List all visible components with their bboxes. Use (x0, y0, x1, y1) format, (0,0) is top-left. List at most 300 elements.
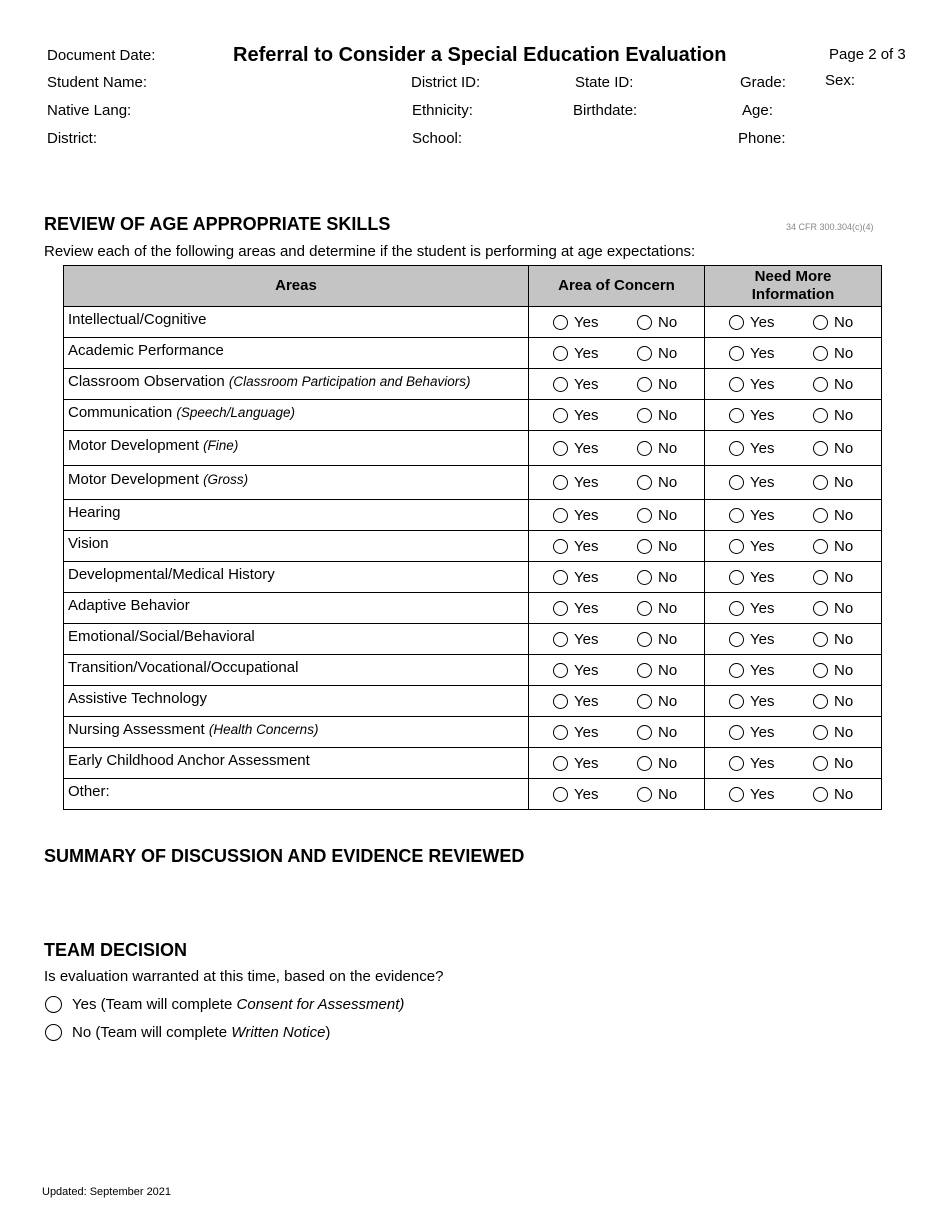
concern-yes-radio[interactable] (553, 475, 568, 490)
table-row (64, 531, 882, 562)
concern-options (529, 376, 704, 393)
area-cell (64, 655, 529, 686)
need-more-info-no-label: No (834, 568, 854, 586)
table-row (64, 624, 882, 655)
need-more-info-cell (705, 431, 882, 466)
concern-cell (529, 779, 705, 810)
concern-no-option[interactable] (637, 474, 677, 491)
need-more-info-no-option[interactable] (813, 538, 853, 555)
concern-yes-option[interactable] (553, 786, 637, 803)
need-more-info-yes-radio[interactable] (729, 408, 744, 423)
document-title: Referral to Consider a Special Education Evaluation (233, 44, 727, 66)
concern-no-label: No (658, 785, 678, 803)
table-row (64, 655, 882, 686)
concern-no-option[interactable] (637, 507, 677, 524)
need-more-info-yes-label: Yes (750, 537, 775, 555)
concern-cell (529, 307, 705, 338)
need-more-info-no-radio[interactable] (813, 570, 828, 585)
need-more-info-no-radio[interactable] (813, 632, 828, 647)
concern-yes-label: Yes (574, 568, 599, 586)
need-more-info-yes-radio[interactable] (729, 570, 744, 585)
concern-options (529, 600, 704, 617)
need-more-info-no-label: No (834, 754, 854, 772)
need-more-info-yes-option[interactable] (729, 631, 813, 648)
decision-no-radio[interactable] (45, 1024, 62, 1041)
need-more-info-yes-option[interactable] (729, 662, 813, 679)
need-more-info-no-option[interactable] (813, 755, 853, 772)
concern-cell (529, 431, 705, 466)
area-label: Academic Performance (68, 341, 224, 359)
concern-no-radio[interactable] (637, 539, 652, 554)
concern-no-label: No (658, 313, 678, 331)
need-more-info-options (705, 786, 881, 803)
age-label: Age: (742, 102, 773, 119)
concern-yes-label: Yes (574, 537, 599, 555)
need-more-info-no-radio[interactable] (813, 408, 828, 423)
need-more-info-no-label: No (834, 785, 854, 803)
concern-cell (529, 624, 705, 655)
need-more-info-no-label: No (834, 375, 854, 393)
need-more-info-cell (705, 562, 882, 593)
need-more-info-options (705, 507, 881, 524)
decision-yes-text (72, 996, 404, 1013)
need-more-info-yes-radio[interactable] (729, 632, 744, 647)
concern-no-label: No (658, 661, 678, 679)
need-more-info-options (705, 407, 881, 424)
need-more-info-no-label: No (834, 692, 854, 710)
need-more-info-yes-radio[interactable] (729, 725, 744, 740)
concern-no-radio[interactable] (637, 508, 652, 523)
concern-yes-option[interactable] (553, 724, 637, 741)
need-more-info-no-option[interactable] (813, 376, 853, 393)
need-more-info-no-option[interactable] (813, 474, 853, 491)
concern-options (529, 314, 704, 331)
concern-yes-option[interactable] (553, 376, 637, 393)
need-more-info-yes-radio[interactable] (729, 475, 744, 490)
decision-yes-form: Consent for Assessment) (236, 996, 405, 1013)
concern-no-option[interactable] (637, 569, 677, 586)
concern-yes-label: Yes (574, 313, 599, 331)
table-row (64, 686, 882, 717)
need-more-info-cell (705, 466, 882, 500)
table-header-row (64, 266, 882, 307)
grade-label: Grade: (740, 74, 786, 91)
need-more-info-no-radio[interactable] (813, 601, 828, 616)
concern-yes-option[interactable] (553, 314, 637, 331)
need-more-info-options (705, 662, 881, 679)
area-cell (64, 748, 529, 779)
need-more-info-yes-option[interactable] (729, 724, 813, 741)
need-more-info-yes-option[interactable] (729, 569, 813, 586)
sex-label: Sex: (825, 72, 856, 89)
need-more-info-no-label: No (834, 599, 854, 617)
concern-yes-radio[interactable] (553, 756, 568, 771)
concern-yes-label: Yes (574, 474, 599, 491)
need-more-info-cell (705, 531, 882, 562)
need-more-info-cell (705, 400, 882, 431)
need-more-info-no-option[interactable] (813, 314, 853, 331)
need-more-info-yes-option[interactable] (729, 755, 813, 772)
concern-no-option[interactable] (637, 600, 677, 617)
concern-no-option[interactable] (637, 755, 677, 772)
area-label: Nursing Assessment (68, 720, 209, 738)
district-id-label: District ID: (411, 74, 481, 91)
need-more-info-yes-option[interactable] (729, 314, 813, 331)
review-instructions: Review each of the following areas and determine if the student is performing at age expectations: (44, 243, 696, 260)
concern-cell (529, 338, 705, 369)
concern-no-radio[interactable] (637, 601, 652, 616)
need-more-info-options (705, 345, 881, 362)
concern-no-label: No (658, 506, 678, 524)
area-label: Vision (68, 534, 109, 552)
concern-no-radio[interactable] (637, 663, 652, 678)
need-more-info-no-option[interactable] (813, 631, 853, 648)
area-sublabel: (Fine) (203, 437, 239, 453)
concern-options (529, 693, 704, 710)
decision-no-option[interactable] (45, 1024, 330, 1041)
need-more-info-yes-label: Yes (750, 439, 775, 457)
table-row (64, 369, 882, 400)
need-more-info-yes-label: Yes (750, 754, 775, 772)
concern-cell (529, 531, 705, 562)
need-more-info-cell (705, 717, 882, 748)
need-more-info-no-radio[interactable] (813, 475, 828, 490)
concern-no-radio[interactable] (637, 694, 652, 709)
area-label: Transition/Vocational/Occupational (68, 658, 299, 676)
concern-options (529, 507, 704, 524)
concern-no-radio[interactable] (637, 725, 652, 740)
concern-yes-radio[interactable] (553, 508, 568, 523)
need-more-info-no-label: No (834, 439, 854, 457)
summary-section-title: SUMMARY OF DISCUSSION AND EVIDENCE REVIEWED (44, 846, 525, 866)
table-row (64, 717, 882, 748)
need-more-info-yes-radio[interactable] (729, 539, 744, 554)
need-more-line2: Information (751, 286, 835, 303)
need-more-info-no-option[interactable] (813, 507, 853, 524)
area-cell (64, 307, 529, 338)
need-more-info-yes-option[interactable] (729, 538, 813, 555)
need-more-info-cell (705, 779, 882, 810)
concern-no-option[interactable] (637, 314, 677, 331)
area-label: Emotional/Social/Behavioral (68, 627, 255, 645)
need-more-info-yes-label: Yes (750, 692, 775, 710)
area-sublabel: (Health Concerns) (208, 721, 319, 737)
concern-yes-radio[interactable] (553, 725, 568, 740)
need-more-info-yes-option[interactable] (729, 474, 813, 491)
need-more-info-no-option[interactable] (813, 440, 853, 457)
need-more-info-cell (705, 307, 882, 338)
concern-no-radio[interactable] (637, 441, 652, 456)
area-label: Hearing (68, 503, 121, 521)
concern-yes-radio[interactable] (553, 632, 568, 647)
need-more-info-no-radio[interactable] (813, 346, 828, 361)
concern-no-label: No (658, 754, 678, 772)
native-lang-label: Native Lang: (47, 102, 132, 119)
need-more-info-no-label: No (834, 344, 854, 362)
student-name-label: Student Name: (47, 74, 148, 91)
document-date-label: Document Date: (47, 47, 156, 64)
concern-yes-label: Yes (574, 506, 599, 524)
concern-options (529, 755, 704, 772)
concern-no-option[interactable] (637, 376, 677, 393)
concern-no-option[interactable] (637, 407, 677, 424)
table-row (64, 338, 882, 369)
area-cell (64, 531, 529, 562)
need-more-info-yes-label: Yes (750, 406, 775, 424)
concern-no-label: No (658, 406, 678, 424)
concern-no-option[interactable] (637, 662, 677, 679)
need-more-info-yes-radio[interactable] (729, 756, 744, 771)
table-row (64, 400, 882, 431)
need-more-info-options (705, 600, 881, 617)
need-more-info-no-option[interactable] (813, 569, 853, 586)
team-decision-title: TEAM DECISION (44, 940, 188, 960)
table-row (64, 431, 882, 466)
concern-options (529, 440, 704, 457)
need-more-info-no-option[interactable] (813, 407, 853, 424)
concern-no-radio[interactable] (637, 377, 652, 392)
concern-cell (529, 466, 705, 500)
concern-cell (529, 686, 705, 717)
concern-no-radio[interactable] (637, 475, 652, 490)
need-more-info-options (705, 538, 881, 555)
concern-yes-radio[interactable] (553, 377, 568, 392)
need-more-info-cell (705, 369, 882, 400)
need-more-info-no-label: No (834, 661, 854, 679)
need-more-info-cell (705, 655, 882, 686)
concern-yes-label: Yes (574, 599, 599, 617)
table-row (64, 466, 882, 500)
concern-options (529, 786, 704, 803)
concern-no-label: No (658, 474, 678, 491)
concern-yes-label: Yes (574, 723, 599, 741)
concern-no-radio[interactable] (637, 756, 652, 771)
need-more-info-yes-label: Yes (750, 785, 775, 803)
concern-yes-label: Yes (574, 692, 599, 710)
need-more-info-yes-label: Yes (750, 599, 775, 617)
need-more-info-no-radio[interactable] (813, 756, 828, 771)
concern-yes-option[interactable] (553, 507, 637, 524)
need-more-info-yes-radio[interactable] (729, 694, 744, 709)
concern-yes-option[interactable] (553, 407, 637, 424)
need-more-info-yes-option[interactable] (729, 376, 813, 393)
area-label: Adaptive Behavior (68, 596, 190, 614)
concern-cell (529, 562, 705, 593)
area-cell (64, 500, 529, 531)
need-more-info-cell (705, 748, 882, 779)
need-more-info-yes-radio[interactable] (729, 315, 744, 330)
concern-yes-option[interactable] (553, 474, 637, 491)
area-cell (64, 400, 529, 431)
need-more-info-options (705, 569, 881, 586)
concern-yes-label: Yes (574, 630, 599, 648)
concern-yes-radio[interactable] (553, 663, 568, 678)
need-more-info-yes-option[interactable] (729, 786, 813, 803)
need-more-info-yes-option[interactable] (729, 345, 813, 362)
concern-cell (529, 748, 705, 779)
concern-yes-radio[interactable] (553, 570, 568, 585)
need-more-info-options (705, 755, 881, 772)
concern-yes-option[interactable] (553, 345, 637, 362)
need-more-info-yes-radio[interactable] (729, 663, 744, 678)
concern-no-option[interactable] (637, 724, 677, 741)
need-more-info-yes-label: Yes (750, 630, 775, 648)
concern-yes-radio[interactable] (553, 539, 568, 554)
concern-options (529, 724, 704, 741)
concern-yes-radio[interactable] (553, 408, 568, 423)
concern-no-radio[interactable] (637, 570, 652, 585)
concern-cell (529, 655, 705, 686)
need-more-info-no-option[interactable] (813, 600, 853, 617)
concern-options (529, 474, 704, 491)
need-more-info-no-option[interactable] (813, 724, 853, 741)
concern-no-radio[interactable] (637, 632, 652, 647)
need-more-info-yes-option[interactable] (729, 440, 813, 457)
need-more-info-no-label: No (834, 406, 854, 424)
concern-yes-option[interactable] (553, 600, 637, 617)
concern-no-option[interactable] (637, 693, 677, 710)
need-more-info-yes-radio[interactable] (729, 601, 744, 616)
need-more-information-column-header (705, 266, 882, 307)
concern-yes-label: Yes (574, 439, 599, 457)
need-more-info-options (705, 474, 881, 491)
concern-yes-option[interactable] (553, 569, 637, 586)
phone-label: Phone: (738, 130, 786, 147)
need-more-info-no-radio[interactable] (813, 377, 828, 392)
updated-date: Updated: September 2021 (42, 1186, 172, 1198)
ethnicity-label: Ethnicity: (412, 102, 473, 119)
decision-yes-radio[interactable] (45, 996, 62, 1013)
concern-yes-radio[interactable] (553, 694, 568, 709)
concern-no-label: No (658, 723, 678, 741)
need-more-info-cell (705, 686, 882, 717)
skills-table (63, 265, 882, 810)
concern-yes-option[interactable] (553, 755, 637, 772)
concern-cell (529, 500, 705, 531)
need-more-info-cell (705, 500, 882, 531)
school-label: School: (412, 130, 463, 147)
concern-yes-label: Yes (574, 344, 599, 362)
birthdate-label: Birthdate: (573, 102, 638, 119)
concern-no-option[interactable] (637, 440, 677, 457)
concern-no-label: No (658, 692, 678, 710)
decision-yes-prefix: Yes (Team will complete (72, 996, 237, 1013)
need-more-info-no-option[interactable] (813, 786, 853, 803)
concern-yes-radio[interactable] (553, 315, 568, 330)
area-cell (64, 466, 529, 500)
concern-yes-option[interactable] (553, 662, 637, 679)
concern-no-radio[interactable] (637, 315, 652, 330)
need-more-info-yes-label: Yes (750, 568, 775, 586)
need-more-info-no-radio[interactable] (813, 787, 828, 802)
area-sublabel: (Classroom Participation and Behaviors) (228, 373, 471, 389)
area-cell (64, 686, 529, 717)
concern-options (529, 345, 704, 362)
need-more-info-yes-option[interactable] (729, 507, 813, 524)
need-more-info-no-radio[interactable] (813, 725, 828, 740)
district-label: District: (47, 130, 97, 147)
need-more-info-yes-radio[interactable] (729, 441, 744, 456)
need-more-info-yes-option[interactable] (729, 693, 813, 710)
concern-no-option[interactable] (637, 786, 677, 803)
concern-no-radio[interactable] (637, 346, 652, 361)
state-id-label: State ID: (575, 74, 634, 91)
concern-no-label: No (658, 537, 678, 555)
area-cell (64, 624, 529, 655)
concern-yes-option[interactable] (553, 631, 637, 648)
page-number: Page 2 of 3 (829, 46, 906, 63)
areas-column-header: Areas (64, 266, 529, 307)
need-more-info-no-radio[interactable] (813, 539, 828, 554)
area-cell (64, 562, 529, 593)
concern-no-radio[interactable] (637, 408, 652, 423)
need-more-info-yes-option[interactable] (729, 600, 813, 617)
need-more-info-options (705, 376, 881, 393)
cfr-citation: 34 CFR 300.304(c)(4) (786, 222, 874, 232)
need-more-info-no-radio[interactable] (813, 441, 828, 456)
decision-no-prefix: No (Team will complete (72, 1024, 232, 1041)
concern-yes-radio[interactable] (553, 601, 568, 616)
decision-yes-option[interactable] (45, 996, 404, 1013)
concern-yes-label: Yes (574, 375, 599, 393)
need-more-info-no-option[interactable] (813, 662, 853, 679)
concern-yes-label: Yes (574, 785, 599, 803)
area-cell (64, 779, 529, 810)
concern-yes-label: Yes (574, 406, 599, 424)
concern-yes-option[interactable] (553, 538, 637, 555)
concern-no-option[interactable] (637, 631, 677, 648)
concern-yes-radio[interactable] (553, 441, 568, 456)
area-label: Communication (68, 403, 177, 421)
concern-no-label: No (658, 344, 678, 362)
area-label: Motor Development (68, 471, 204, 488)
need-more-info-yes-radio[interactable] (729, 508, 744, 523)
concern-no-label: No (658, 439, 678, 457)
need-more-info-no-radio[interactable] (813, 663, 828, 678)
concern-options (529, 569, 704, 586)
concern-no-option[interactable] (637, 345, 677, 362)
need-more-info-yes-radio[interactable] (729, 377, 744, 392)
need-more-line1: Need More (754, 268, 832, 285)
area-cell (64, 717, 529, 748)
concern-cell (529, 400, 705, 431)
concern-yes-option[interactable] (553, 693, 637, 710)
review-section-title: REVIEW OF AGE APPROPRIATE SKILLS (44, 214, 391, 234)
concern-yes-radio[interactable] (553, 787, 568, 802)
need-more-info-yes-label: Yes (750, 344, 775, 362)
need-more-info-yes-label: Yes (750, 313, 775, 331)
need-more-info-no-radio[interactable] (813, 508, 828, 523)
need-more-info-yes-radio[interactable] (729, 787, 744, 802)
need-more-info-no-label: No (834, 506, 854, 524)
need-more-info-no-radio[interactable] (813, 315, 828, 330)
need-more-info-no-label: No (834, 313, 854, 331)
area-label: Developmental/Medical History (68, 565, 275, 583)
concern-options (529, 407, 704, 424)
concern-yes-option[interactable] (553, 440, 637, 457)
need-more-info-options (705, 631, 881, 648)
concern-no-label: No (658, 630, 678, 648)
need-more-info-no-radio[interactable] (813, 694, 828, 709)
concern-no-option[interactable] (637, 538, 677, 555)
need-more-info-yes-label: Yes (750, 375, 775, 393)
concern-no-radio[interactable] (637, 787, 652, 802)
concern-yes-radio[interactable] (553, 346, 568, 361)
need-more-info-no-option[interactable] (813, 345, 853, 362)
need-more-info-yes-radio[interactable] (729, 346, 744, 361)
need-more-info-yes-option[interactable] (729, 407, 813, 424)
need-more-info-no-option[interactable] (813, 693, 853, 710)
